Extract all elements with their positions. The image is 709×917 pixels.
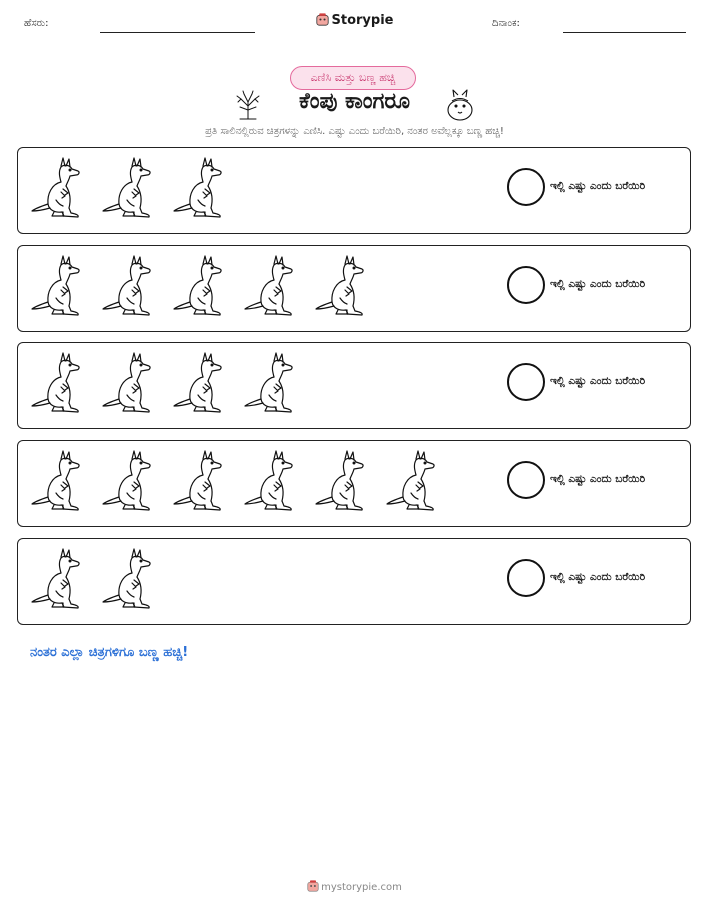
- storypie-logo-icon: [307, 880, 319, 892]
- answer-label: ಇಲ್ಲಿ ಎಷ್ಟು ಎಂದು ಬರೆಯಿರಿ: [550, 375, 646, 387]
- kangaroo-icon[interactable]: [172, 156, 226, 220]
- footer-instruction: ನಂತರ ಎಲ್ಲಾ ಚಿತ್ರಗಳಿಗೂ ಬಣ್ಣ ಹಚ್ಚಿ!: [30, 645, 189, 660]
- answer-circle[interactable]: [507, 461, 545, 499]
- kangaroo-icon[interactable]: [101, 351, 155, 415]
- kangaroo-icon[interactable]: [30, 254, 84, 318]
- kangaroo-icon[interactable]: [314, 449, 368, 513]
- answer-circle[interactable]: [507, 559, 545, 597]
- date-label: ದಿನಾಂಕ:: [492, 18, 520, 29]
- kangaroo-icon[interactable]: [172, 351, 226, 415]
- footer-brand-text: mystorypie.com: [321, 882, 402, 893]
- counting-row: [17, 538, 691, 625]
- kangaroo-icon[interactable]: [172, 449, 226, 513]
- kangaroo-icon[interactable]: [30, 156, 84, 220]
- answer-circle[interactable]: [507, 363, 545, 401]
- answer-label: ಇಲ್ಲಿ ಎಷ್ಟು ಎಂದು ಬರೆಯಿರಿ: [550, 473, 646, 485]
- answer-circle[interactable]: [507, 266, 545, 304]
- kangaroo-icon[interactable]: [243, 449, 297, 513]
- kangaroo-icon[interactable]: [101, 449, 155, 513]
- counting-row: [17, 342, 691, 429]
- kangaroo-icon[interactable]: [243, 254, 297, 318]
- answer-label: ಇಲ್ಲಿ ಎಷ್ಟು ಎಂದು ಬರೆಯಿರಿ: [550, 278, 646, 290]
- instructions: ಪ್ರತಿ ಸಾಲಿನಲ್ಲಿರುವ ಚಿತ್ರಗಳನ್ನು ಎಣಿಸಿ. ಎಷ್ಟು ಎಂದು ಬರೆಯಿರಿ, ನಂತರ ಅವೆಲ್ಲಕ್ಕೂ ಬಣ್ಣ ಹಚ್ಚಿ!: [205, 126, 504, 137]
- brand-header: [0, 13, 709, 28]
- kangaroo-icon[interactable]: [314, 254, 368, 318]
- kangaroo-icon[interactable]: [172, 254, 226, 318]
- footer-brand: [0, 880, 709, 893]
- kangaroo-icon[interactable]: [385, 449, 439, 513]
- kangaroo-icon[interactable]: [30, 351, 84, 415]
- kangaroo-icon[interactable]: [243, 351, 297, 415]
- kangaroo-icon[interactable]: [30, 547, 84, 611]
- activity-badge: ಎಣಿಸಿ ಮತ್ತು ಬಣ್ಣ ಹಚ್ಚಿ: [290, 66, 416, 90]
- kangaroo-icon[interactable]: [101, 547, 155, 611]
- name-label: ಹೆಸರು:: [24, 18, 49, 29]
- kangaroo-icon[interactable]: [101, 156, 155, 220]
- counting-row: [17, 440, 691, 527]
- answer-label: ಇಲ್ಲಿ ಎಷ್ಟು ಎಂದು ಬರೆಯಿರಿ: [550, 571, 646, 583]
- counting-row: [17, 147, 691, 234]
- name-write-line[interactable]: [100, 32, 255, 33]
- worksheet-title: ಕೆಂಪು ಕಾಂಗರೂ: [298, 89, 411, 114]
- kangaroo-icon[interactable]: [101, 254, 155, 318]
- date-write-line[interactable]: [563, 32, 686, 33]
- kangaroo-face-icon: [446, 89, 474, 121]
- kangaroo-icon[interactable]: [30, 449, 84, 513]
- brand-name: Storypie: [331, 13, 394, 28]
- counting-row: [17, 245, 691, 332]
- storypie-logo-icon: [316, 13, 329, 26]
- answer-circle[interactable]: [507, 168, 545, 206]
- answer-label: ಇಲ್ಲಿ ಎಷ್ಟು ಎಂದು ಬರೆಯಿರಿ: [550, 180, 646, 192]
